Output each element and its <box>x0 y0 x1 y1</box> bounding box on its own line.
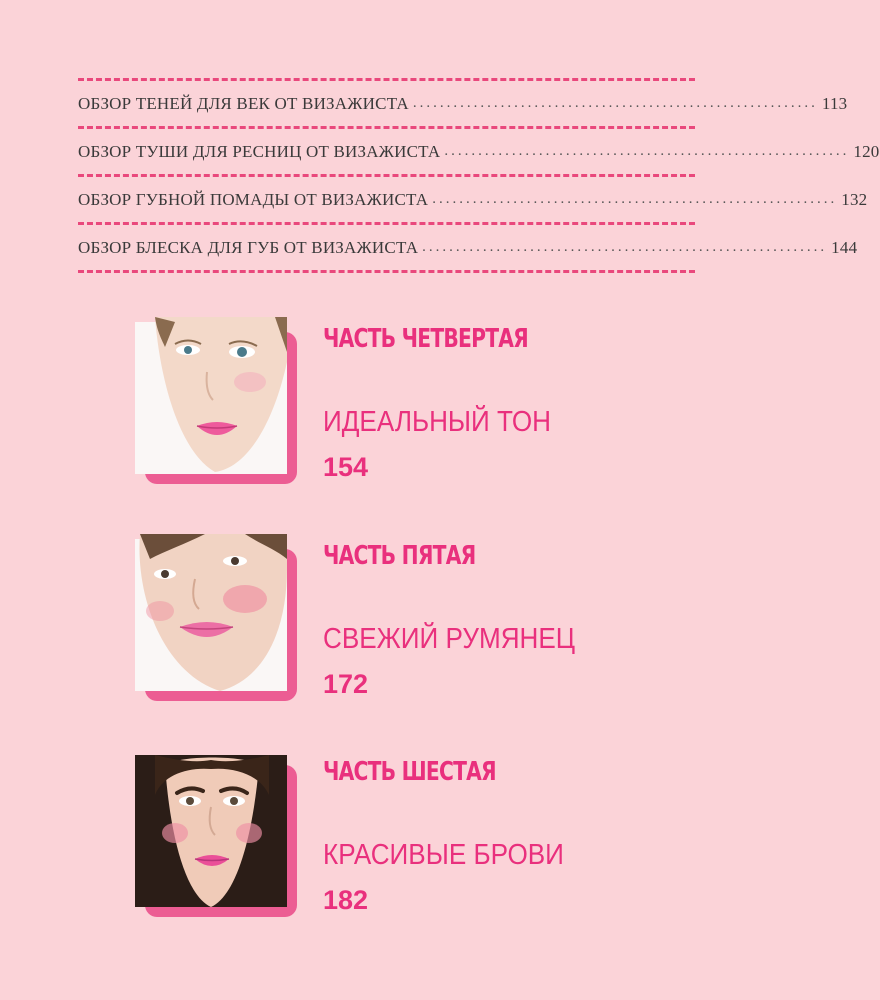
toc-entry-page: 113 <box>821 93 848 113</box>
part-page-number: 154 <box>323 452 369 482</box>
part-page-number: 172 <box>323 669 369 699</box>
face-illustration <box>135 755 287 907</box>
table-of-contents <box>78 78 880 273</box>
toc-entry-page: 144 <box>831 237 858 257</box>
face-illustration <box>135 322 287 474</box>
toc-entry-title: ОБЗОР ГУБНОЙ ПОМАДЫ ОТ ВИЗАЖИСТА <box>78 189 429 209</box>
part-label: ЧАСТЬ ШЕСТАЯ <box>323 757 496 787</box>
part-title: ИДЕАЛЬНЫЙ ТОН <box>323 406 551 438</box>
dot-leader: ............................................................ <box>422 239 828 255</box>
part-four-section[interactable] <box>135 322 735 487</box>
part-six-section[interactable] <box>135 755 735 920</box>
toc-entry[interactable] <box>78 225 858 270</box>
dot-leader: ............................................................ <box>412 95 818 111</box>
part-title: КРАСИВЫЕ БРОВИ <box>323 839 564 871</box>
part-title: СВЕЖИЙ РУМЯНЕЦ <box>323 623 576 655</box>
dot-leader: ............................................................ <box>432 191 838 207</box>
toc-entry-title: ОБЗОР ТУШИ ДЛЯ РЕСНИЦ ОТ ВИЗАЖИСТА <box>78 141 441 161</box>
toc-entry[interactable] <box>78 177 868 222</box>
portrait-photo <box>135 322 287 474</box>
toc-entry[interactable] <box>78 81 848 126</box>
part-label: ЧАСТЬ ПЯТАЯ <box>323 541 476 571</box>
part-five-section[interactable] <box>135 539 735 704</box>
toc-entry-page: 120 <box>853 141 880 161</box>
portrait-photo <box>135 539 287 691</box>
toc-entry-title: ОБЗОР БЛЕСКА ДЛЯ ГУБ ОТ ВИЗАЖИСТА <box>78 237 419 257</box>
part-label: ЧАСТЬ ЧЕТВЕРТАЯ <box>323 324 529 354</box>
toc-entry[interactable] <box>78 129 880 174</box>
toc-entry-page: 132 <box>841 189 868 209</box>
portrait-photo <box>135 755 287 907</box>
dashed-divider <box>78 270 695 273</box>
face-illustration <box>135 539 287 691</box>
part-page-number: 182 <box>323 885 369 915</box>
dot-leader: ............................................................ <box>444 143 850 159</box>
toc-entry-title: ОБЗОР ТЕНЕЙ ДЛЯ ВЕК ОТ ВИЗАЖИСТА <box>78 93 409 113</box>
